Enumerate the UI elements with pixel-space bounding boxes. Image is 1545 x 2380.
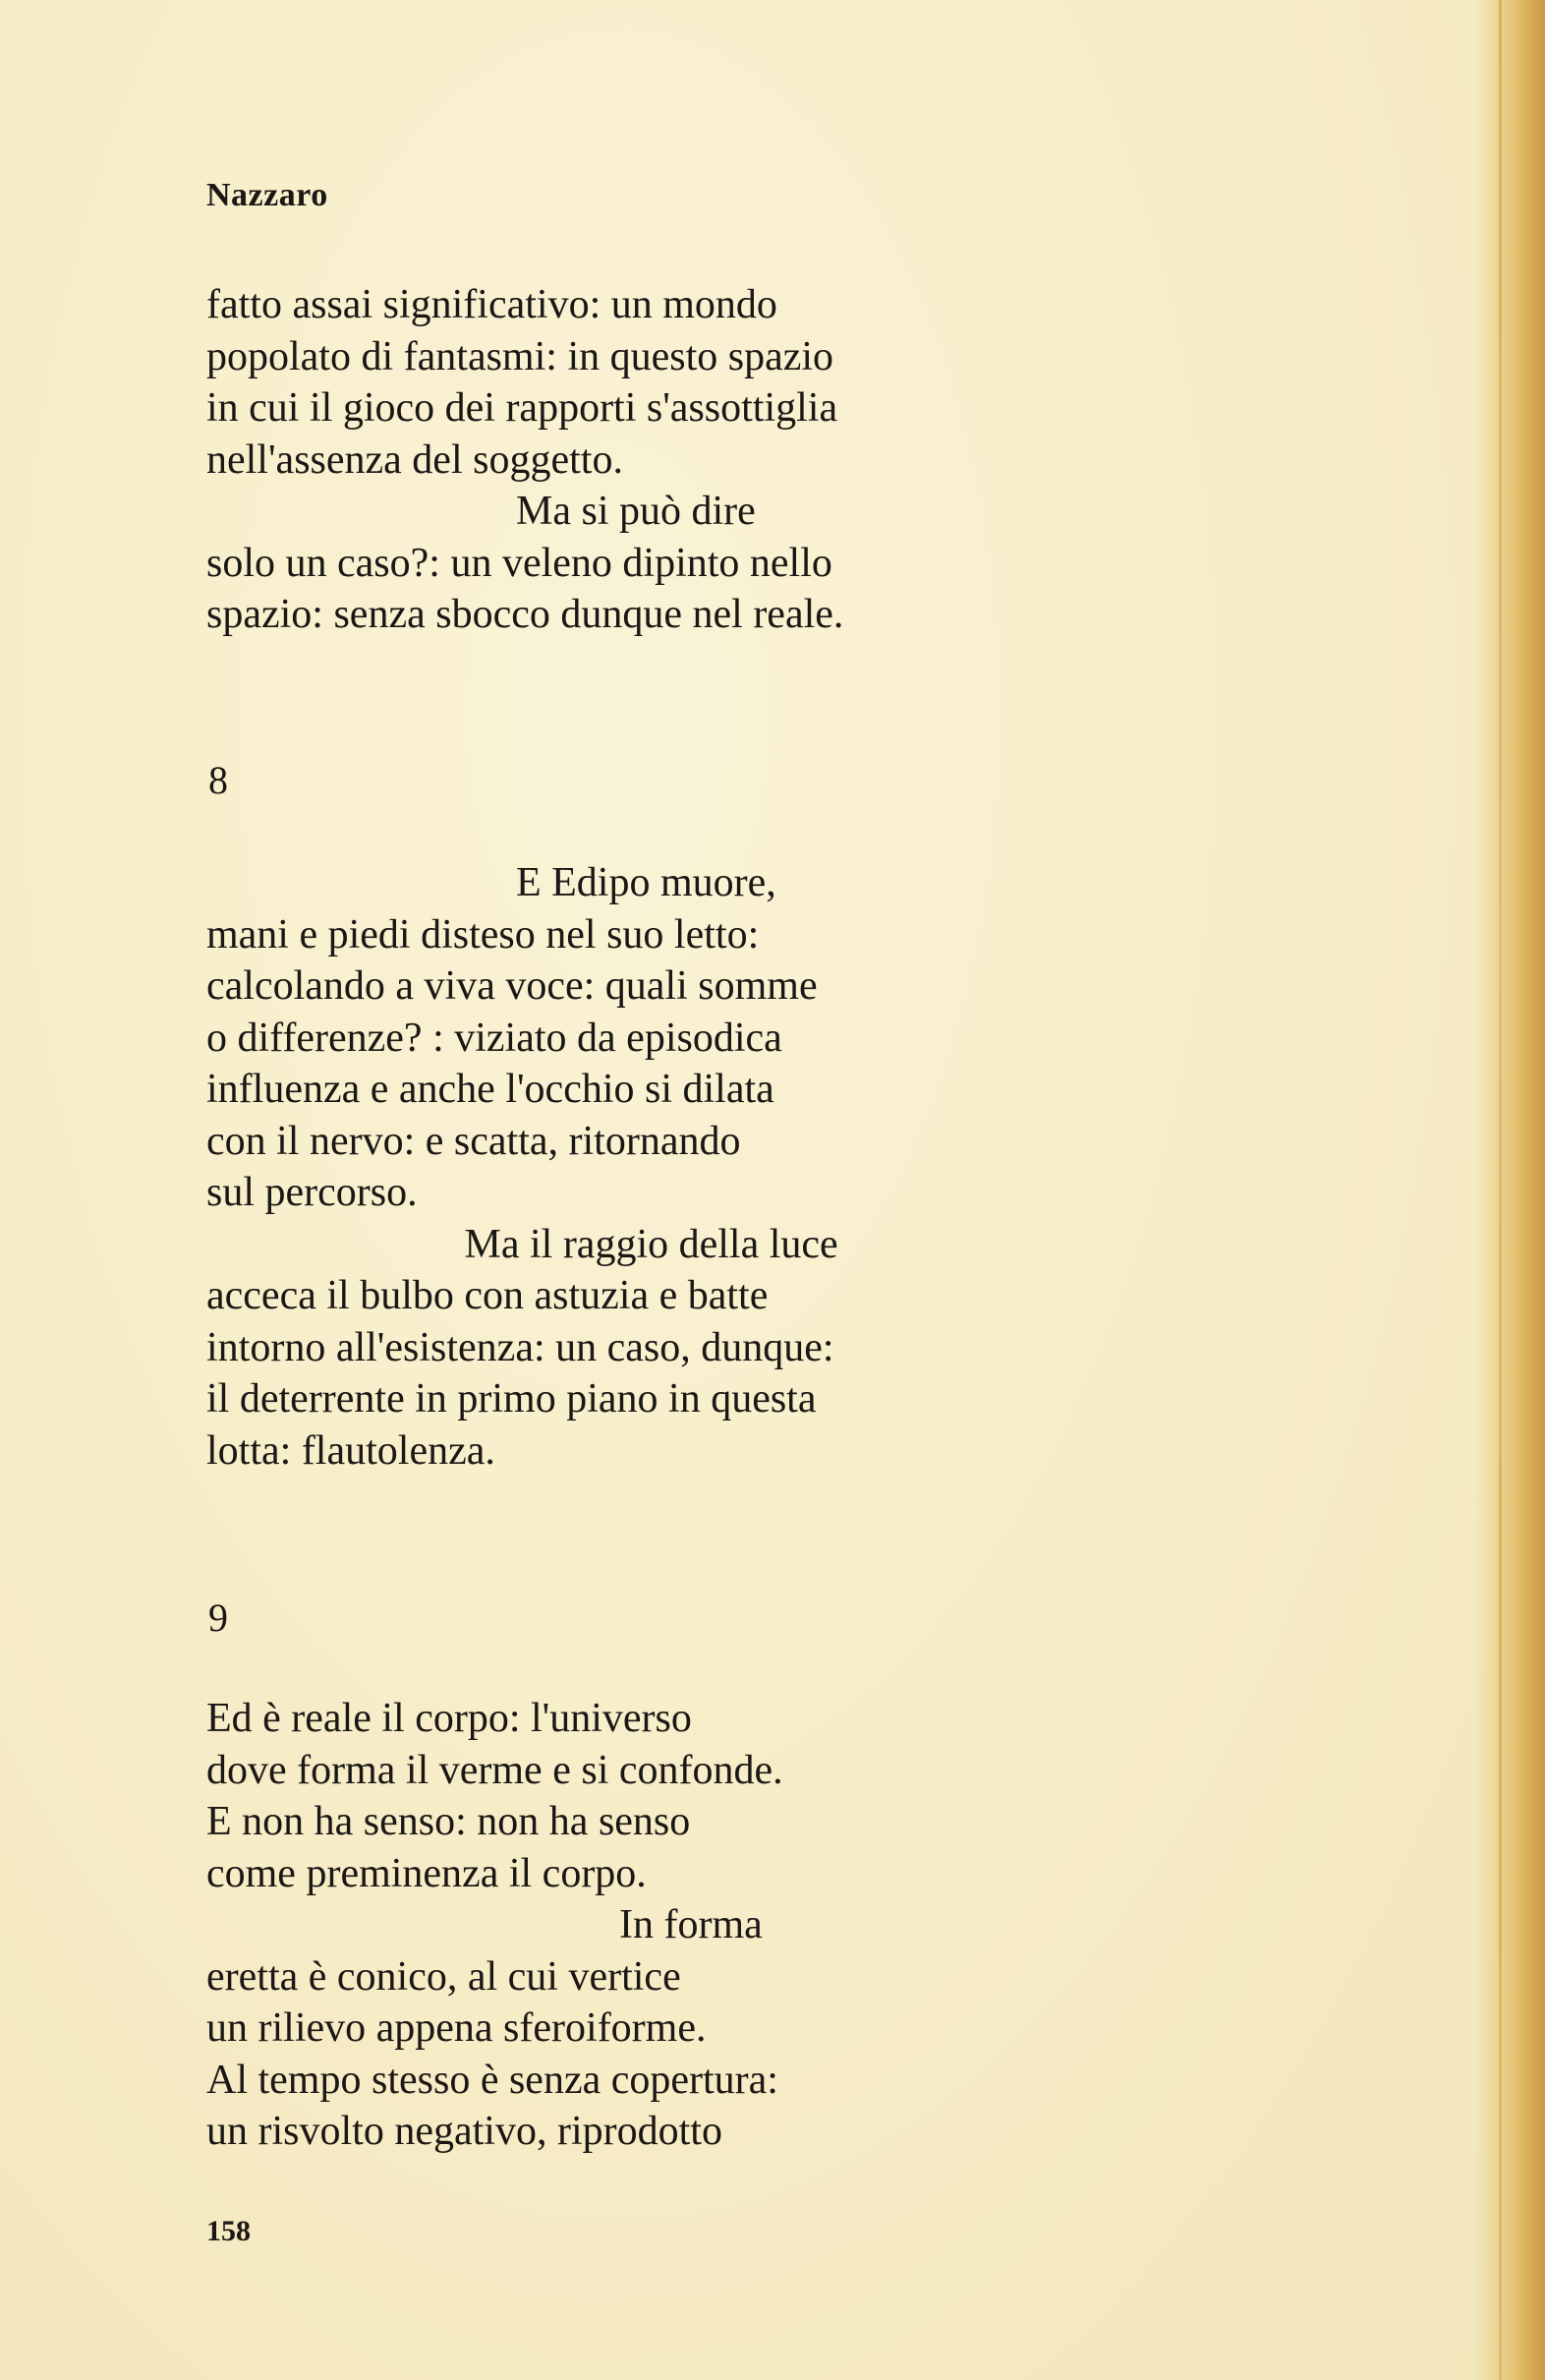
running-head: Nazzaro <box>206 177 328 213</box>
poem-line: con il nervo: e scatta, ritornando <box>206 1118 741 1164</box>
poem-line: eretta è conico, al cui vertice <box>206 1953 681 2000</box>
poem-line: in cui il gioco dei rapporti s'assottiglia <box>206 385 838 431</box>
poem-line: E Edipo muore, <box>206 860 776 905</box>
poem-line: spazio: senza sbocco dunque nel reale. <box>206 592 844 637</box>
poem-line: E non ha senso: non ha senso <box>206 1799 691 1844</box>
poem-line: o differenze? : viziato da episodica <box>206 1015 782 1061</box>
poem-line: dove forma il verme e si confonde. <box>206 1747 783 1793</box>
poem-line: lotta: flautolenza. <box>206 1427 495 1474</box>
poem-line: Ed è reale il corpo: l'universo <box>206 1696 692 1741</box>
poem-line: sul percorso. <box>206 1170 418 1215</box>
poem-line: popolato di fantasmi: in questo spazio <box>206 333 834 379</box>
stanza-8 <box>206 857 838 1477</box>
poem-line: Ma il raggio della luce <box>206 1221 838 1267</box>
section-number-9: 9 <box>208 1596 228 1640</box>
poem-line: calcolando a viva voce: quali somme <box>206 963 818 1009</box>
stanza-9 <box>206 1693 783 2158</box>
page-edge-shadow <box>1476 0 1545 2380</box>
poem-line: Ma si può dire <box>206 489 756 534</box>
poem-line: fatto assai significativo: un mondo <box>206 282 777 327</box>
poem-line: intorno all'esistenza: un caso, dunque: <box>206 1324 834 1370</box>
poem-line: solo un caso?: un veleno dipinto nello <box>206 540 832 586</box>
poem-line: nell'assenza del soggetto. <box>206 436 623 483</box>
poem-line: In forma <box>206 1902 763 1947</box>
poem-line: mani e piedi disteso nel suo letto: <box>206 911 760 958</box>
poem-line: il deterrente in primo piano in questa <box>206 1376 817 1422</box>
poem-line: come preminenza il corpo. <box>206 1850 647 1896</box>
poem-line: un rilievo appena sferoiforme. <box>206 2005 707 2051</box>
poem-line: influenza e anche l'occhio si dilata <box>206 1067 774 1112</box>
section-number-8: 8 <box>208 758 228 802</box>
poem-line: acceca il bulbo con astuzia e batte <box>206 1273 769 1318</box>
poem-line: un risvolto negativo, riprodotto <box>206 2109 722 2154</box>
page-number: 158 <box>206 2215 251 2247</box>
page-edge-line <box>1499 0 1502 2380</box>
stanza-continuation <box>206 279 843 641</box>
poem-line: Al tempo stesso è senza copertura: <box>206 2057 778 2103</box>
